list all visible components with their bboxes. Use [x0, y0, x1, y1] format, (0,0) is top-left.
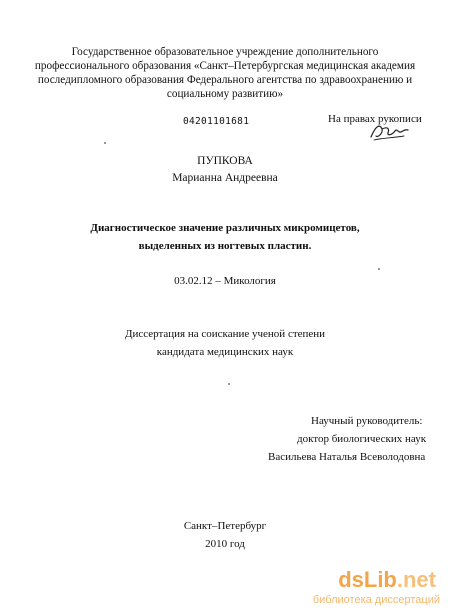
author-name: Марианна Андреевна	[172, 172, 278, 184]
scan-speck	[104, 142, 106, 144]
dslib-watermark-subtitle: библиотека диссертаций	[312, 594, 440, 606]
supervisor-label: Научный руководитель:	[311, 415, 423, 427]
degree-line-2: кандидата медицинских наук	[156, 346, 294, 358]
supervisor-degree: доктор биологических наук	[297, 433, 427, 445]
document-code: 04201101681	[183, 116, 250, 127]
handwritten-signature	[368, 121, 410, 143]
dslib-watermark-logo	[338, 567, 436, 593]
scan-speck	[228, 383, 230, 385]
scan-speck	[378, 268, 380, 270]
rights-notice: На правах рукописи	[328, 113, 422, 125]
author-surname: ПУПКОВА	[197, 155, 253, 167]
watermark-logo-part2: .net	[396, 567, 436, 592]
supervisor-name: Васильева Наталья Всеволодовна	[268, 451, 426, 463]
watermark-logo-part1: dsLib	[338, 567, 397, 592]
specialty-code: 03.02.12 – Микология	[174, 275, 276, 287]
institution-line-1: Государственное образовательное учреждение дополнительного	[71, 46, 379, 58]
institution-line-2: профессионального образования «Санкт–Петербургская медицинская академия	[34, 60, 416, 72]
dissertation-title-line-2: выделенных из ногтевых пластин.	[138, 240, 312, 252]
dissertation-title-line-1: Диагностическое значение различных микромицетов,	[90, 222, 360, 234]
degree-line-1: Диссертация на соискание ученой степени	[124, 328, 326, 340]
year: 2010 год	[205, 538, 245, 550]
institution-line-4: социальному развитию»	[166, 88, 284, 100]
place: Санкт–Петербург	[183, 520, 267, 532]
institution-line-3: последипломного образования Федерального агентства по здравоохранению и	[37, 74, 413, 86]
